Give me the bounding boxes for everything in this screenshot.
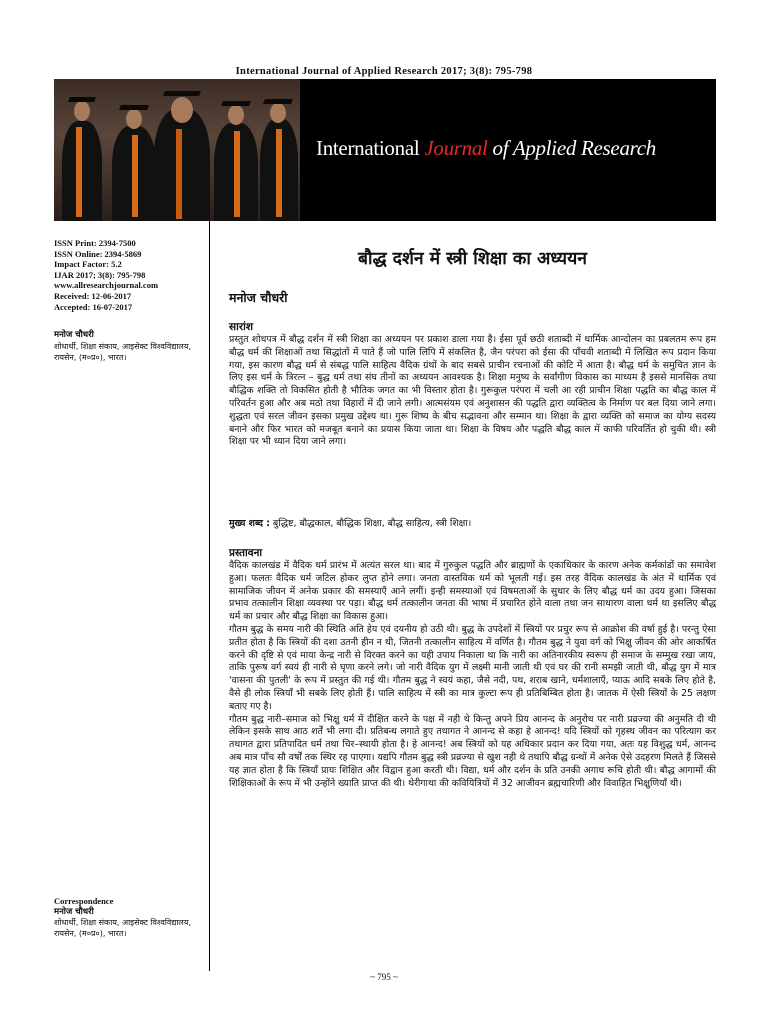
sidebar-author-name: मनोज चौधरी [54, 330, 94, 340]
introduction-heading: प्रस्तावना [229, 547, 263, 559]
publication-info [54, 238, 206, 312]
impact-factor: Impact Factor: 5.2 [54, 259, 122, 270]
intro-paragraph-1: वैदिक कालखंड में वैदिक धर्म प्रारंभ में अत्यंत सरल था। बाद में गुरुकुल पद्धति और ब्राह्मणों के एकाधिकार के कारण अनेक कर्मकांडों का समावेश हुआ। फलतः वैदिक धर्म जटिल होकर लुप्त होने लगा। जनता वास्तविक धर्म को भूलती गई। इस तरह वैदिक कालखंड के अंत में धार्मिक एवं सामाजिक जीवन में अनेक प्रकार की समस्याएँ आने लगीं। इन्ही समस्याओं एवं विषमताओं के सुधार के लिए बौद्ध धर्म का उदय हुआ। जिसका प्रभाव तत्कालीन शिक्षा व्यवस्था पर पड़ा। बौद्ध धर्म तत्कालीन जनता की भाषा में प्रचारित होने वाला तथा जन साधारण वाला धर्म था इसलिए बौद्ध धर्म का प्रचार और बौद्ध शिक्षा का विकास हुआ। [229, 560, 716, 623]
intro-paragraph-3: गौतम बुद्ध नारी–समाज को भिक्षु धर्म में दीक्षित करने के पक्ष में नही थे किन्तु अपने प्रिय आनन्द के अनुरोध पर नारी प्रव्रज्या की अनुमति दी थी लेकिन इसके साथ आठ शर्तें भी लगा दी। प्रतिबन्ध लगाते हुए तथागत ने आनन्द से कहा हे आनन्द! यदि स्त्रियों को गृहस्थ जीवन का परित्याग कर तथागत द्वारा प्रतिपादित धर्म तथा चिर–स्थायी होता है। हे आनन्द! अब स्त्रियों को यह अधिकार प्रदान कर दिया गया, अतः यह विशुद्ध धर्म, आनन्द अब मात्र पाँच सौ वर्षों तक स्थिर रह पाएगा। यद्यपि गौतम बुद्ध स्त्री प्रव्रज्या से खुश नही थे तथापि बौद्ध ग्रन्थों में अनेक ऐसे उदहरण मिलते हैं जिससे यह ज्ञात होता है कि स्त्रियाँ प्रायः शिक्षित और विद्वान हुआ करती थी। विद्या, धर्म और दर्शन के प्रति उनकी अगाध रूचि होती थी। बौद्ध आगामों की शिक्षिकाओं के रूप में भी उन्होंने ख्याति प्राप्त की थी। थेरीगाथा की कवियित्रियों में 32 आजीवन ब्रह्मचारिणी और विवाहित भिक्षुणियाँ थी। [229, 713, 716, 789]
correspondence-info [54, 896, 206, 939]
graduates-photo [54, 79, 300, 221]
keywords [229, 516, 716, 529]
column-divider [209, 221, 210, 971]
introduction-section [229, 546, 716, 790]
keywords-label: मुख्य शब्द : [229, 518, 270, 529]
abstract-heading: सारांश [229, 321, 253, 333]
article-title: बौद्ध दर्शन में स्त्री शिक्षा का अध्ययन [358, 249, 587, 269]
author-info [54, 330, 206, 363]
ijar-volume: IJAR 2017; 3(8): 795-798 [54, 269, 146, 280]
correspondence-label: Correspondence [54, 896, 114, 906]
received-date: Received: 12-06-2017 [54, 290, 132, 301]
abstract-section [229, 320, 716, 449]
journal-banner [54, 79, 716, 221]
article-author: मनोज चौधरी [229, 290, 288, 305]
page-number: ~ 795 ~ [370, 972, 398, 982]
sidebar-affiliation: शोधार्थी, शिक्षा संकाय, आइसेक्ट विश्वविद्यालय, रायसेन, (म०प्र०), भारत। [54, 341, 192, 362]
keywords-text: बुद्धिष्ट, बौद्धकाल, बौद्धिक शिक्षा, बौद्ध साहित्य, स्त्री शिक्षा। [272, 518, 472, 529]
journal-title: International Journal of Applied Research [316, 136, 656, 160]
website-link[interactable]: www.allresearchjournal.com [54, 280, 159, 291]
intro-paragraph-2: गौतम बुद्ध के समय नारी की स्थिति अति हेय एवं दयनीय हो उठी थी। बुद्ध के उपदेशों में स्त्रियों पर प्रचुर रूप से आक्रोश की वर्षा हुई है। परन्तु ऐसा प्रतीत होता है कि स्त्रियों की दशा उतनी हीन न थी, जितनी तत्कालीन साहित्य में वर्णित है। गौतम बुद्ध ने युवा वर्ग को भिक्षु जीवन की ओर आकर्षित करने की दृष्टि से एवं माया केन्द्र नारी से विरक्त करने का यही उपाय निकाला था कि नारी का अतिनारकीय स्वरूप ही समाज के सम्मुख रखा जाय, ताकि पुरूष वर्ग स्वयं ही नारी से घृणा करने लगे। जो नारी वैदिक युग में लक्ष्मी मानी जाती थी एवं घर की रानी समझी जाती थी, बौद्ध युग में मात्र 'वासना की पुतली' के रूप में प्रस्तुत की गई थी। गौतम बुद्ध ने स्वयं कहा, जैसे नदी, पथ, शराब खाने, धर्मशालाएँ, प्याऊ आदि सबके लिए होते है, वैसे ही लोक स्त्रियाँ भी सबके लिए होती हैं। पालि साहित्य में स्त्री का मात्र कुल्टा रूप ही प्रतिबिम्बित होता है। जातक में ऐसी स्त्रियों के 25 लक्षण बताए गए है। [229, 623, 716, 712]
abstract-text: प्रस्तुत शोधपत्र में बौद्ध दर्शन में स्त्री शिक्षा का अध्ययन पर प्रकाश डाला गया है। ईसा पूर्व छठी शताब्दी में धार्मिक आन्दोलन का प्रबलतम रूप हम बौद्ध धर्म की शिक्षाओं तथा सिद्धांतों में पाते हैं जो पालि लिपि में संकलित है, जैन परंपरा को ईसा की पाँचवी शताब्दी में लिखित रूप प्रदान किया गया, इस कारण बौद्ध धर्म से संबद्ध पालि साहित्य वैदिक ग्रंथों के बाद सबसे प्राचीन रचनाओं की कोटि में आता है। बौद्ध धर्म के समुचित ज्ञान के लिए इस धर्म के त्रिरत्न – बुद्ध धर्म तथा संघ तीनों का अध्ययन आवश्यक है। शिक्षा मनुष्य के सर्वांगीण विकास का माध्यम है इससे मानसिक तथा बौद्धिक शक्ति तो विकसित होती है भौतिक जगत का भी विस्तार होता है। गुरूकुल परंपरा में चली आ रही प्राचीन शिक्षा पद्धति का बौद्ध काल में परिवर्तन हुआ और अब मठो तथा विहारों में दी जाने लगी। आत्मसंयम एवं अनुशासन की पद्धति द्वारा व्यक्तित्व के निर्माण पर बल दिया जाने लगा। शुद्धता एवं सरल जीवन इसका प्रमुख उद्देश्य था। गुरू शिष्य के बीच सद्भावना और सम्मान था। शिक्षा के द्वारा व्यक्ति को समाज का योग्य सदस्य बनाने और फिर भारत को मजबूत बनाने का प्रयास किया जाता था। शिक्षा के विषय और पद्धति बौद्ध काल में काफी परिवर्तित हो चुकी थी। स्त्री शिक्षा पर भी ध्यान दिया जाने लगा। [229, 334, 716, 448]
correspondence-name: मनोज चौधरी [54, 906, 94, 917]
correspondence-affiliation: शोधार्थी, शिक्षा संकाय, आइसेक्ट विश्वविद्यालय, रायसेन, (म०प्र०), भारत। [54, 918, 192, 939]
issn-print: ISSN Print: 2394-7500 [54, 238, 136, 248]
running-head: International Journal of Applied Research 2017; 3(8): 795-798 [235, 66, 533, 77]
issn-online: ISSN Online: 2394-5869 [54, 248, 142, 259]
accepted-date: Accepted: 16-07-2017 [54, 301, 133, 312]
